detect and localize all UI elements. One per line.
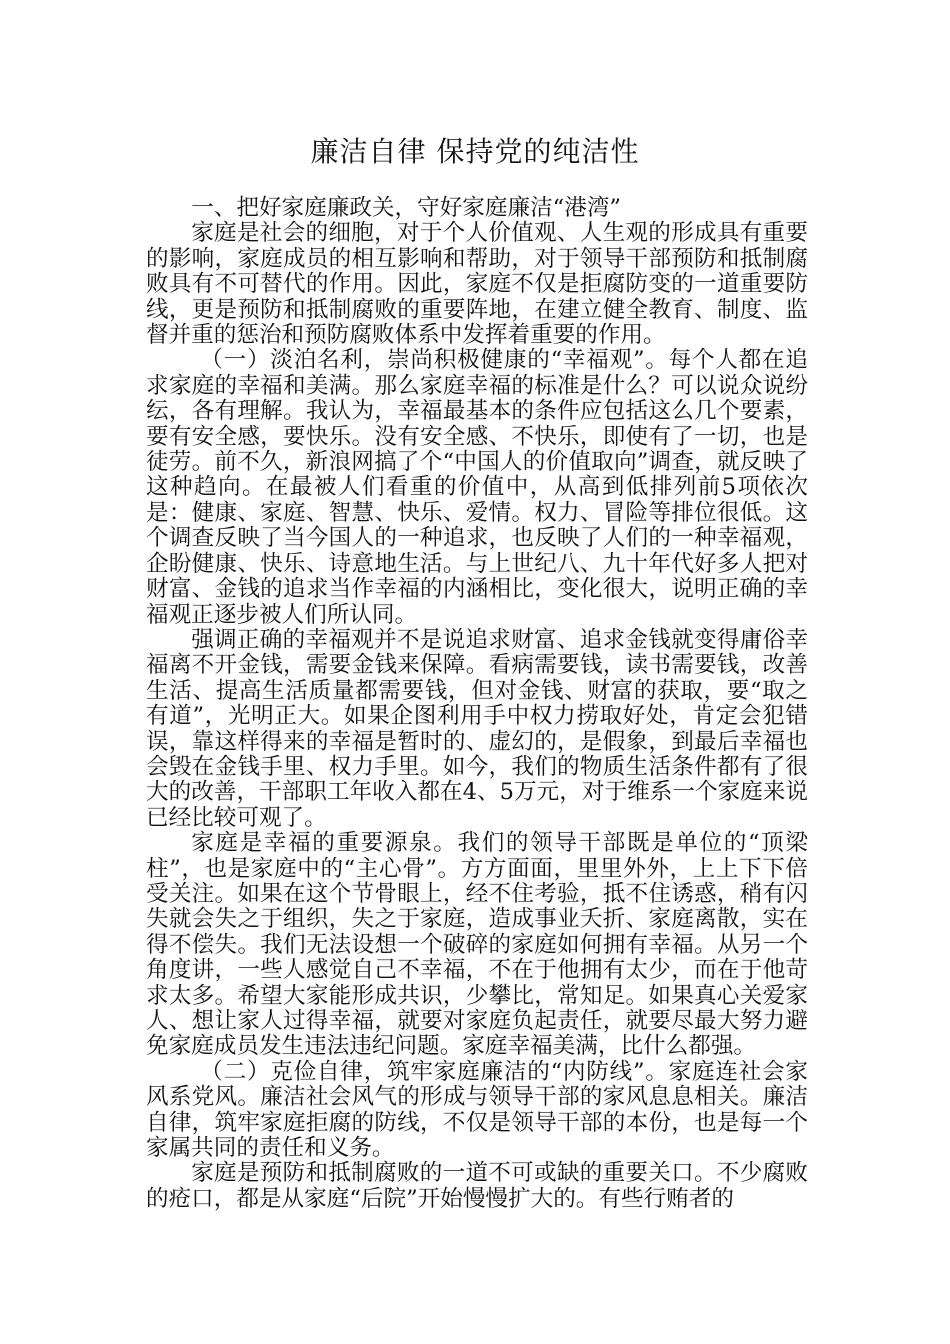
paragraph: 家庭是社会的细胞，对于个人价值观、人生观的形成具有重要的影响，家庭成员的相互影响和帮助，对于领导干部预防和抵制腐败具有不可替代的作用。因此，家庭不仅是拒腐防变的一道重要防线，更是预防和抵制腐败的重要阵地，在建立健全教育、制度、监督并重的惩治和预防腐败体系中发挥着重要的作用。 (146, 220, 808, 349)
section-heading: 一、把好家庭廉政关，守好家庭廉洁“港湾” (191, 195, 621, 221)
subsection-paragraph: （二）克俭自律，筑牢家庭廉洁的“内防线”。家庭连社会家风系党风。廉洁社会风气的形成与领导干部的家风息息相关。廉洁自律，筑牢家庭拒腐的防线，不仅是领导干部的本份，也是每一个家属共同的责任和义务。 (146, 1058, 808, 1162)
document-body (146, 196, 808, 1212)
subsection-paragraph: （一）淡泊名利，崇尚积极健康的“幸福观”。每个人都在追求家庭的幸福和美满。那么家庭幸福的标准是什么？可以说众说纷纭，各有理解。我认为，幸福最基本的条件应包括这么几个要素，要有安全感，要快乐。没有安全感、不快乐，即使有了一切，也是徒劳。前不久，新浪网搞了个“中国人的价值取向”调查，就反映了这种趋向。在最被人们看重的价值中，从高到低排列前5项依次是：健康、家庭、智慧、快乐、爱情。权力、冒险等排位很低。这个调查反映了当今国人的一种追求，也反映了人们的一种幸福观，企盼健康、快乐、诗意地生活。与上世纪八、九十年代好多人把对财富、金钱的追求当作幸福的内涵相比，变化很大，说明正确的幸福观正逐步被人们所认同。 (146, 347, 808, 628)
document-title: 廉洁自律 保持党的纯洁性 (310, 135, 640, 168)
paragraph: 家庭是幸福的重要源泉。我们的领导干部既是单位的“顶梁柱”，也是家庭中的“主心骨”。方方面面，里里外外，上上下下倍受关注。如果在这个节骨眼上，经不住考验，抵不住诱惑，稍有闪失就会失之于组织，失之于家庭，造成事业夭折、家庭离散，实在得不偿失。我们无法设想一个破碎的家庭如何拥有幸福。从另一个角度讲，一些人感觉自己不幸福，不在于他拥有太少，而在于他苛求太多。希望大家能形成共识，少攀比，常知足。如果真心关爱家人、想让家人过得幸福，就要对家庭负起责任，就要尽最大努力避免家庭成员发生违法违纪问题。家庭幸福美满，比什么都强。 (146, 830, 808, 1060)
paragraph: 强调正确的幸福观并不是说追求财富、追求金钱就变得庸俗幸福离不开金钱，需要金钱来保障。看病需要钱，读书需要钱，改善生活、提高生活质量都需要钱，但对金钱、财富的获取，要“取之有道”，光明正大。如果企图利用手中权力捞取好处，肯定会犯错误，靠这样得来的幸福是暂时的、虚幻的，是假象，到最后幸福也会毁在金钱手里、权力手里。如今，我们的物质生活条件都有了很大的改善，干部职工年收入都在4、5万元，对于维系一个家庭来说已经比较可观了。 (146, 626, 808, 831)
paragraph: 家庭是预防和抵制腐败的一道不可或缺的重要关口。不少腐败的疮口，都是从家庭“后院”开始慢慢扩大的。有些行贿者的 (146, 1160, 808, 1212)
